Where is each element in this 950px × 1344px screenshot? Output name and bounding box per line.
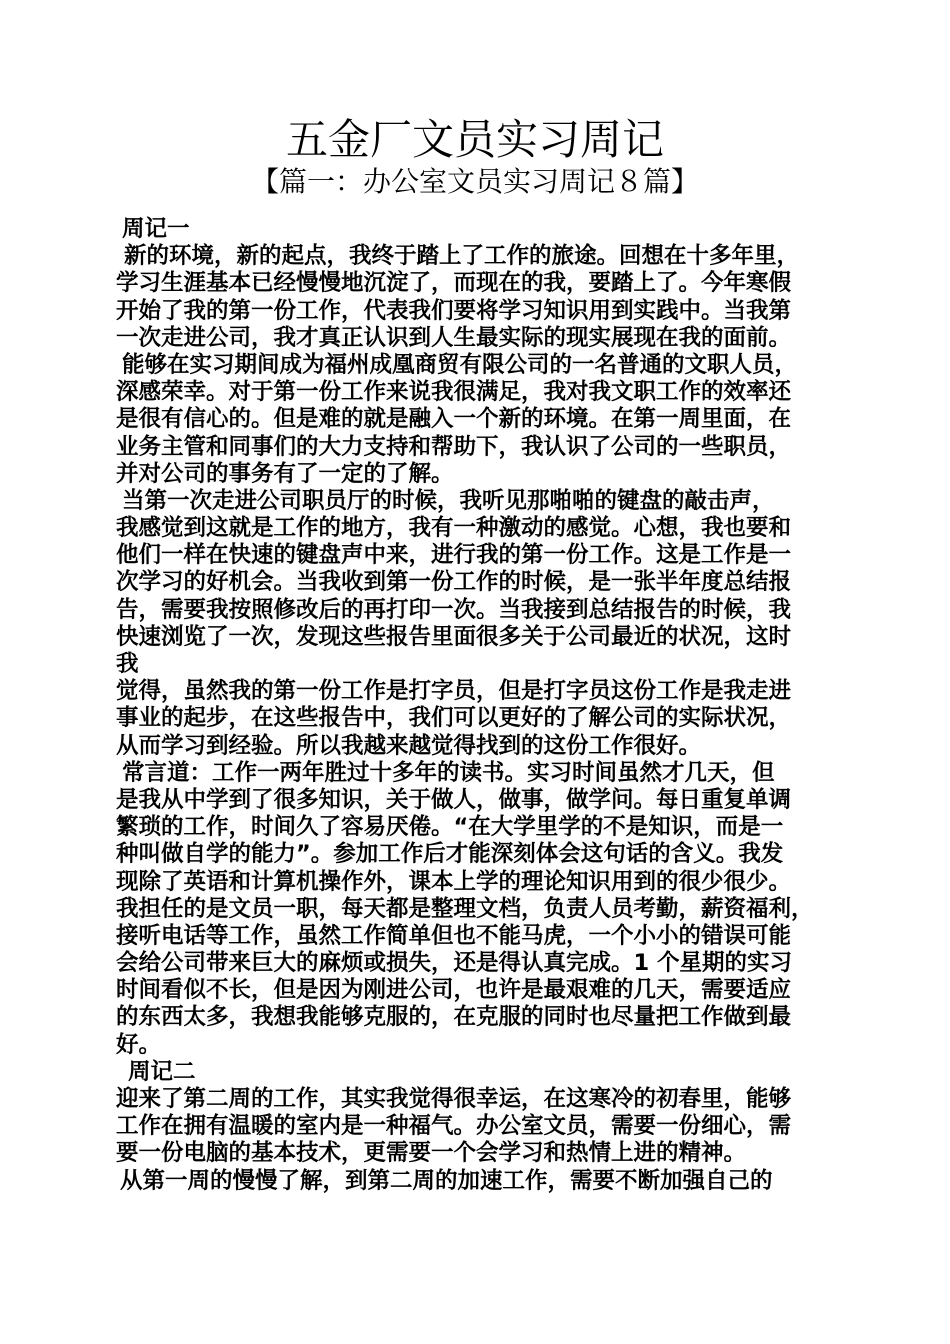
text-line: 的东西太多，我想我能够克服的，在克服的同时也尽量把工作做到最 [116,1004,792,1031]
text-line: 常言道：工作一两年胜过十多年的读书。实习时间虽然才几天，但 [122,759,775,786]
text-line: 他们一样在快速的键盘声中来，进行我的第一份工作。这是工作是一 [116,542,792,569]
text-line: 从而学习到经验。所以我越来越觉得找到的这份工作很好。 [116,732,702,759]
text-line: 是我从中学到了很多知识，关于做人，做事，做学问。每日重复单调 [116,786,792,813]
document-subtitle: 【篇一：办公室文员实习周记８篇】 [250,165,699,198]
document-body [116,216,852,1195]
text-line: 现除了英语和计算机操作外，课本上学的理论知识用到的很少很少。 [116,868,792,895]
text-line: 周记二 [128,1058,196,1085]
text-line: 好。 [116,1031,162,1058]
text-line: 繁琐的工作，时间久了容易厌倦。“在大学里学的不是知识，而是一 [116,814,784,841]
text-line: 我感觉到这就是工作的地方，我有一种激动的感觉。心想，我也要和 [116,515,792,542]
text-line: 并对公司的事务有了一定的了解。 [116,460,454,487]
text-line: 告，需要我按照修改后的再打印一次。当我接到总结报告的时候，我 [116,596,792,623]
text-line: 次学习的好机会。当我收到第一份工作的时候，是一张半年度总结报 [116,569,792,596]
text-line: 快速浏览了一次，发现这些报告里面很多关于公司最近的状况，这时 [116,623,792,650]
text-line: 觉得，虽然我的第一份工作是打字员，但是打字员这份工作是我走进 [116,678,792,705]
text-line: 工作在拥有温暖的室内是一种福气。办公室文员，需要一份细心，需 [116,1113,792,1140]
text-line: 一次走进公司，我才真正认识到人生最实际的现实展现在我的面前。 [116,324,792,351]
text-line: 种叫做自学的能力”。参加工作后才能深刻体会这句话的含义。我发 [116,841,784,868]
text-line: 事业的起步，在这些报告中，我们可以更好的了解公司的实际状况， [116,705,792,732]
text-line: 能够在实习期间成为福州成凰商贸有限公司的一名普通的文职人员， [122,351,798,378]
text-line: 是很有信心的。但是难的就是融入一个新的环境。在第一周里面，在 [116,406,792,433]
text-line: 我担任的是文员一职，每天都是整理文档，负责人员考勤，薪资福利， [116,895,814,922]
document-title: 五金厂文员实习周记 [285,115,664,164]
text-line: 深感荣幸。对于第一份工作来说我很满足，我对我文职工作的效率还 [116,379,792,406]
text-line: 会给公司带来巨大的麻烦或损失，还是得认真完成。1 个星期的实习 [116,950,792,977]
text-line: 我 [116,651,139,677]
text-line: 迎来了第二周的工作，其实我觉得很幸运，在这寒冷的初春里，能够 [116,1086,792,1112]
text-line: 开始了我的第一份工作，代表我们要将学习知识用到实践中。当我第 [116,297,792,324]
text-line: 学习生涯基本已经慢慢地沉淀了，而现在的我，要踏上了。今年寒假 [116,270,792,297]
text-line: 新的环境，新的起点，我终于踏上了工作的旅途。回想在十多年里， [124,243,800,270]
text-line: 周记一 [122,216,190,242]
text-line: 当第一次走进公司职员厅的时候，我听见那啪啪的键盘的敲击声， [122,487,775,514]
text-line: 业务主管和同事们的大力支持和帮助下，我认识了公司的一些职员， [116,433,792,460]
text-line: 从第一周的慢慢了解，到第二周的加速工作，需要不断加强自己的 [120,1167,773,1194]
text-line: 接听电话等工作，虽然工作简单但也不能马虎，一个小小的错误可能 [116,922,792,949]
text-line: 时间看似不长，但是因为刚进公司，也许是最艰难的几天，需要适应 [116,977,792,1004]
text-line: 要一份电脑的基本技术，更需要一个会学习和热情上进的精神。 [116,1140,747,1167]
